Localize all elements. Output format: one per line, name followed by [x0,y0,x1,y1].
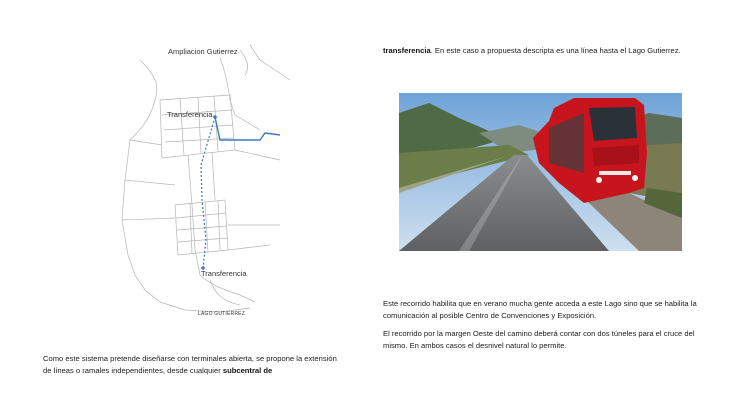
right-top-paragraph [383,45,683,57]
left-paragraph-text: Como este sistema pretende diseñarse con terminales abierta, se propone la extensión de líneas o ramales independientes, desde cualquier [43,354,337,375]
tram-photo-illustration [399,93,682,251]
right-top-text: . En este caso a propuesta descripta es una línea hasta el Lago Gutierrez. [430,46,681,55]
paragraph-summer-access: Este recorrido habilita que en verano mucha gente acceda a este Lago sino que se habilita la comunicación al posible Centro de Convenciones y Exposición. [383,299,697,320]
map-drawing [100,40,300,330]
right-top-bold: transferencia [383,46,431,55]
paragraph-tunnels: El recorrido por la margen Oeste del camino deberá contar con dos túneles para el cruce del mismo. En ambos casos el desnivel natural lo permite. [383,329,695,350]
left-paragraph [43,353,343,376]
map-label-transfer-2: Transferencia [201,269,247,278]
route-map [100,40,300,330]
map-label-lake: LAGO GUTIERREZ [198,311,245,317]
transfer-node-1 [213,115,217,119]
map-label-transfer-1: Transferencia [167,110,213,119]
route-extension-line [215,117,280,140]
tram-photo [399,93,682,251]
map-label-ampliacion: Ampliacion Gutierrez [168,47,238,56]
left-paragraph-bold: subcentral de [222,365,273,375]
